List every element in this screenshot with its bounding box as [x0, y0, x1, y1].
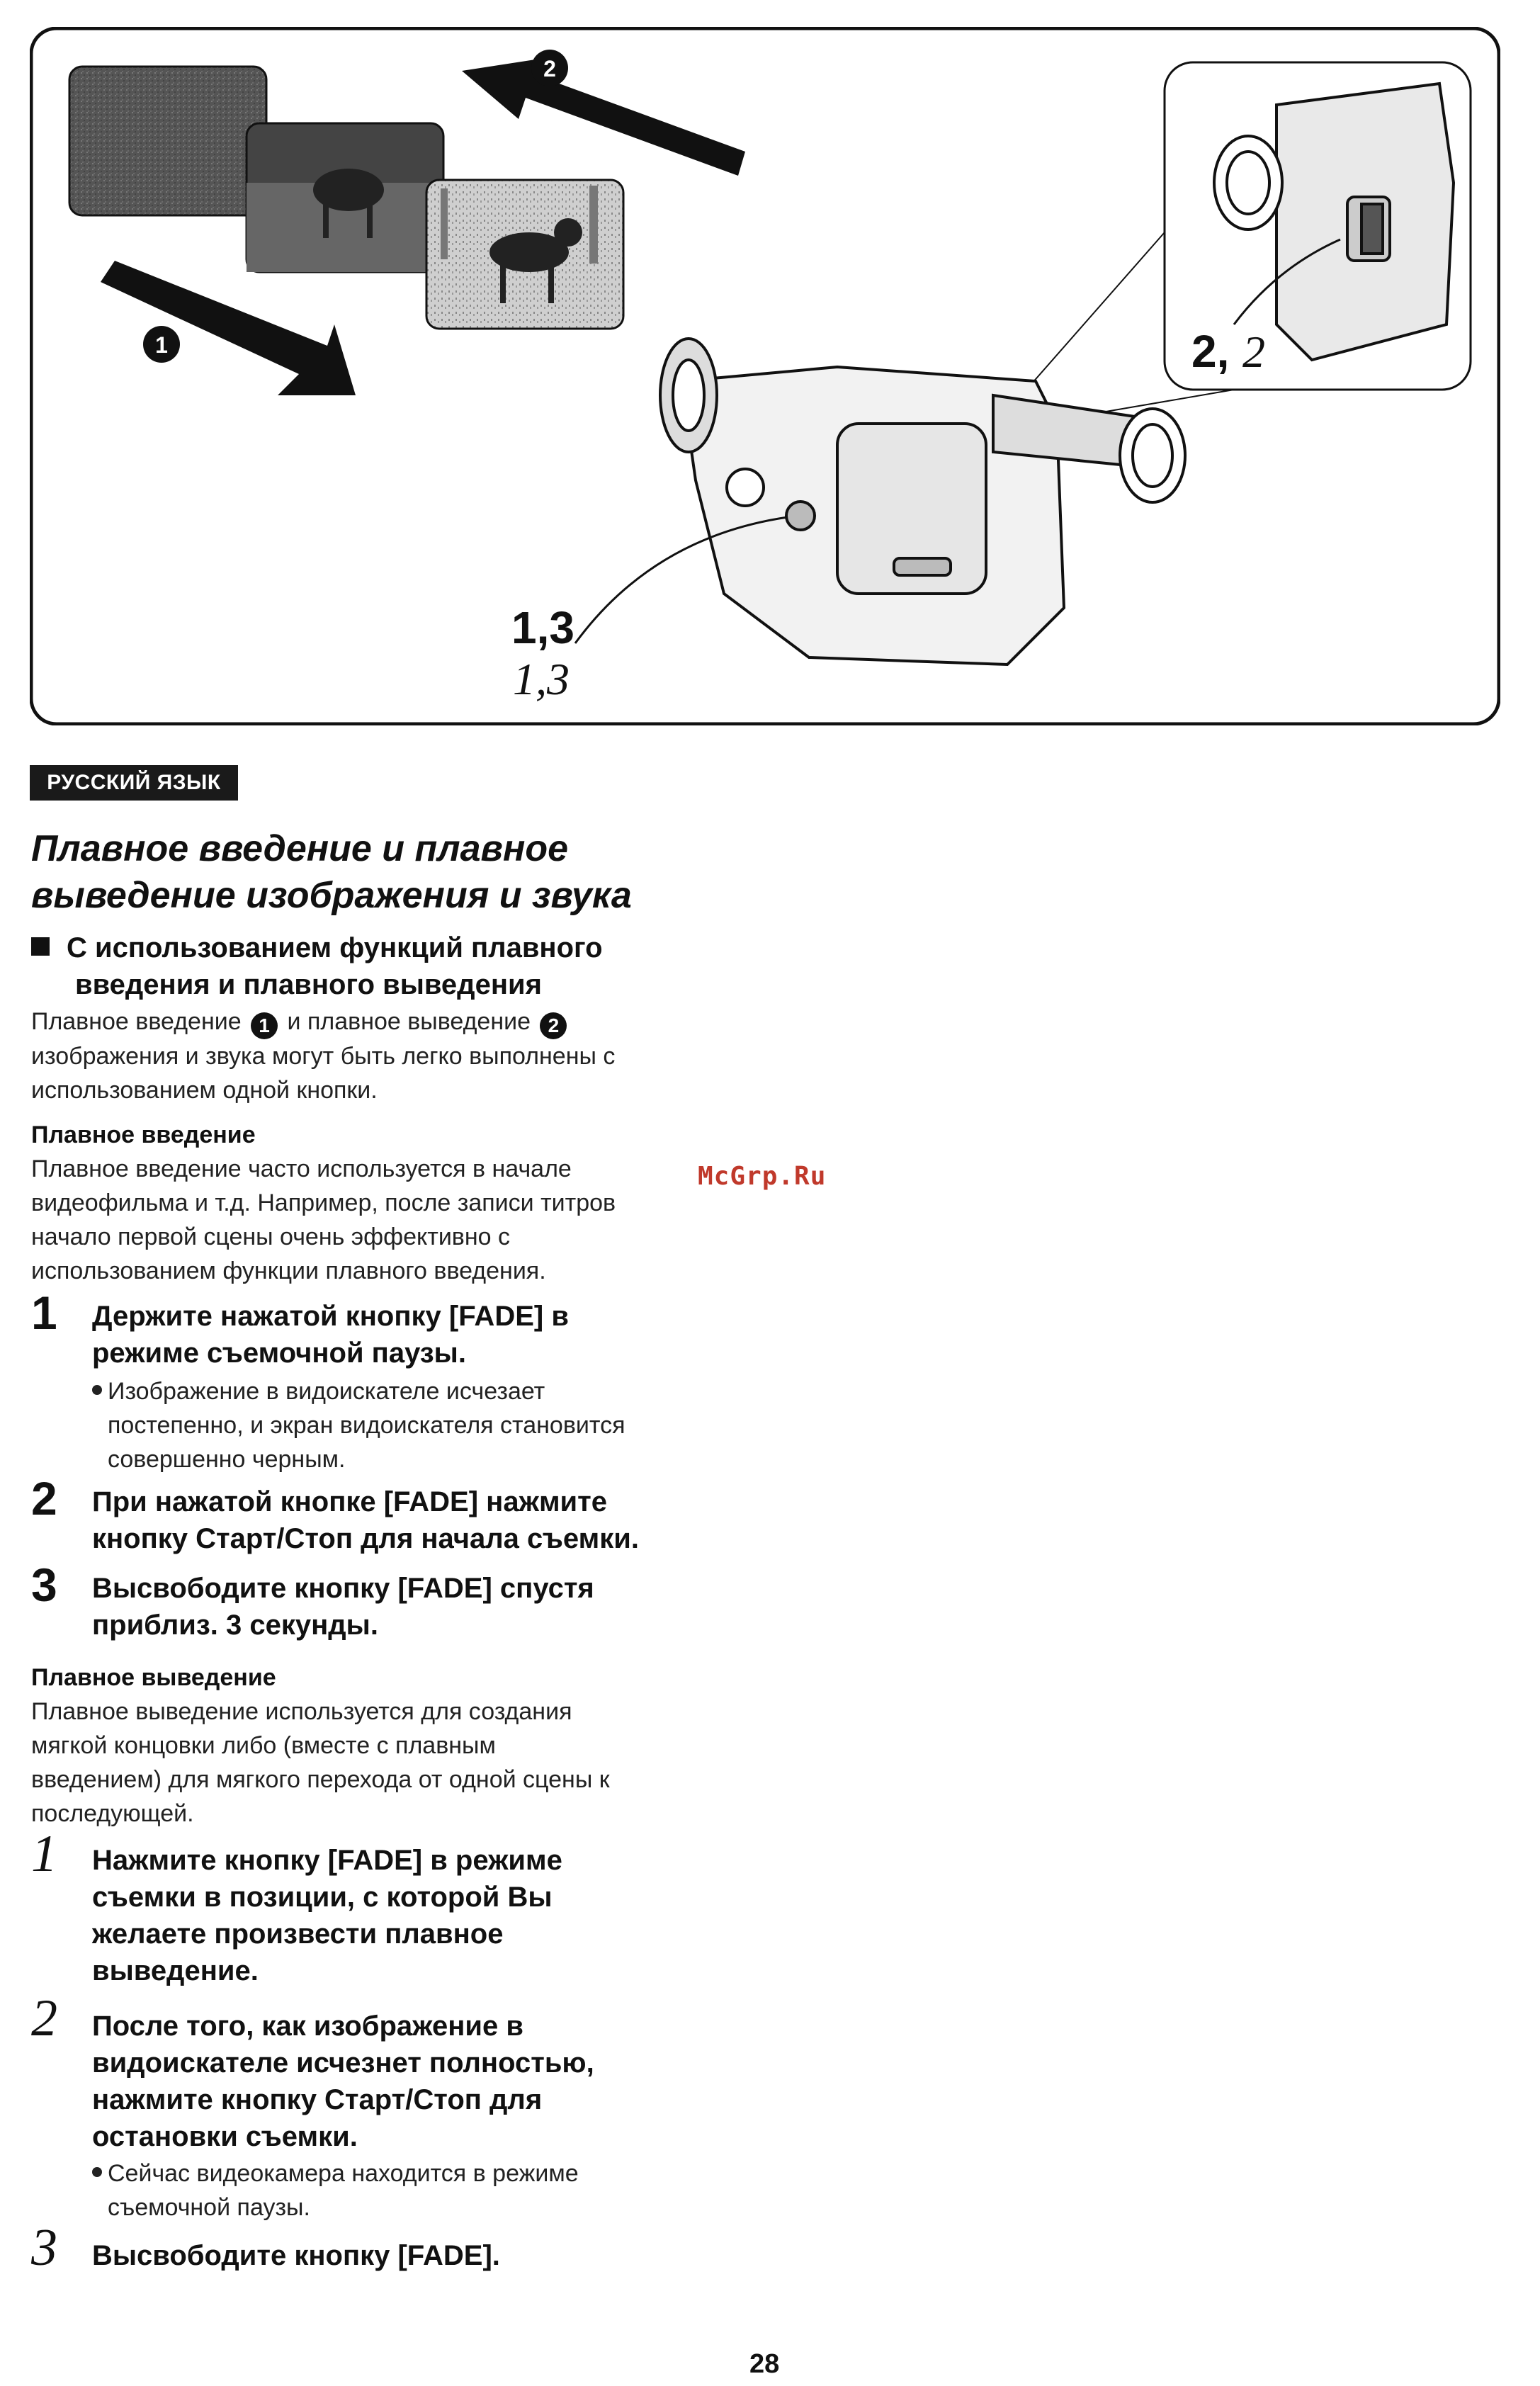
fade-illustration	[30, 27, 1500, 725]
step-line: желаете произвести плавное	[92, 1918, 504, 1950]
fade-in-step-2-text	[92, 1483, 730, 1557]
intro-paragraph	[31, 1005, 725, 1107]
fade-in-line: использованием функции плавного введения.	[31, 1257, 546, 1284]
note-line: постепенно, и экран видоискателя становится	[108, 1412, 625, 1439]
illustration-svg	[30, 27, 1500, 725]
note-line: Сейчас видеокамера находится в режиме	[108, 2160, 579, 2187]
callout-b-bold: 2,	[1191, 326, 1230, 377]
fade-in-heading: Плавное введение	[31, 1121, 256, 1148]
step-line: остановки съемки.	[92, 2121, 358, 2152]
dark-frame	[69, 67, 266, 215]
title-line-2: выведение изображения и звука	[31, 875, 632, 916]
intro-line-3: использованием одной кнопки.	[31, 1077, 378, 1104]
fade-in-step-2-number: 2	[31, 1472, 57, 1525]
fade-in-line: начало первой сцены очень эффективно с	[31, 1223, 510, 1250]
note-line: Изображение в видоискателе исчезает	[108, 1378, 545, 1405]
note-line: совершенно черным.	[108, 1446, 346, 1473]
square-bullet-icon	[31, 937, 50, 956]
fade-out-step-2-number: 2	[31, 1989, 57, 2047]
fade-out-step-2-note	[92, 2156, 715, 2224]
callout-a-italic: 1,3	[513, 654, 570, 704]
fade-in-step-1-text	[92, 1298, 730, 1372]
step-line: нажмите кнопку Старт/Стоп для	[92, 2084, 543, 2115]
step-line: видоискателе исчезнет полностью,	[92, 2047, 594, 2079]
bullet-dot-icon	[92, 2167, 102, 2177]
fade-in-line: видеофильма и т.д. Например, после записи титров	[31, 1189, 616, 1216]
marker-1-label: 1	[155, 332, 168, 358]
marker-2-label: 2	[543, 56, 556, 81]
fade-out-line: Плавное выведение используется для создания	[31, 1698, 572, 1725]
fade-out-step-2-text	[92, 2008, 730, 2155]
fade-in-step-1-note	[92, 1374, 715, 1476]
step-line: Высвободите кнопку [FADE].	[92, 2240, 500, 2271]
fade-out-line: последующей.	[31, 1800, 194, 1827]
fade-out-heading: Плавное выведение	[31, 1664, 276, 1691]
page-title	[31, 825, 740, 919]
title-line-1: Плавное введение и плавное	[31, 828, 569, 869]
callout-b-italic: 2	[1242, 327, 1265, 377]
bullet-dot-icon	[92, 1385, 102, 1395]
step-line: Высвободите кнопку [FADE] спустя	[92, 1573, 594, 1604]
fade-out-description	[31, 1695, 711, 1831]
note-line: съемочной паузы.	[108, 2194, 310, 2221]
language-badge: РУССКИЙ ЯЗЫК	[30, 765, 238, 801]
step-line: После того, как изображение в	[92, 2011, 523, 2042]
fade-in-step-1-number: 1	[31, 1287, 57, 1339]
step-line: съемки в позиции, с которой Вы	[92, 1882, 553, 1913]
fade-out-step-3-text	[92, 2237, 730, 2274]
step-line: Нажмите кнопку [FADE] в режиме	[92, 1845, 562, 1876]
page-number: 28	[749, 2349, 780, 2379]
watermark: McGrp.Ru	[698, 1162, 827, 1191]
fade-in-step-3-number: 3	[31, 1559, 57, 1611]
fade-out-line: введением) для мягкого перехода от одной сцены к	[31, 1766, 610, 1793]
step-line: приблиз. 3 секунды.	[92, 1610, 378, 1641]
section-head-line-2: введения и плавного выведения	[75, 969, 542, 1000]
callout-a-bold: 1,3	[511, 602, 574, 653]
step-line: выведение.	[92, 1955, 259, 1986]
fade-out-step-1-text	[92, 1842, 730, 1989]
section-head-line-1: С использованием функций плавного	[67, 932, 603, 963]
step-line: режиме съемочной паузы.	[92, 1338, 466, 1369]
step-line: кнопку Старт/Стоп для начала съемки.	[92, 1523, 639, 1554]
intro-text-b: и плавное выведение	[287, 1008, 531, 1035]
number-1-icon: 1	[251, 1012, 278, 1039]
fade-in-line: Плавное введение часто используется в начале	[31, 1155, 572, 1182]
intro-text-a: Плавное введение	[31, 1008, 242, 1035]
fade-out-line: мягкой концовки либо (вместе с плавным	[31, 1732, 496, 1759]
fade-out-step-3-number: 3	[31, 2219, 57, 2277]
fade-in-step-3-text	[92, 1570, 730, 1644]
intro-line-2: изображения и звука могут быть легко выполнены с	[31, 1043, 616, 1070]
fade-out-step-1-number: 1	[31, 1825, 57, 1883]
number-2-icon: 2	[540, 1012, 567, 1039]
fade-in-description	[31, 1152, 711, 1288]
step-line: Держите нажатой кнопку [FADE] в	[92, 1301, 569, 1332]
step-line: При нажатой кнопке [FADE] нажмите	[92, 1486, 607, 1517]
section-heading	[31, 929, 711, 1003]
fade-button	[786, 502, 815, 530]
